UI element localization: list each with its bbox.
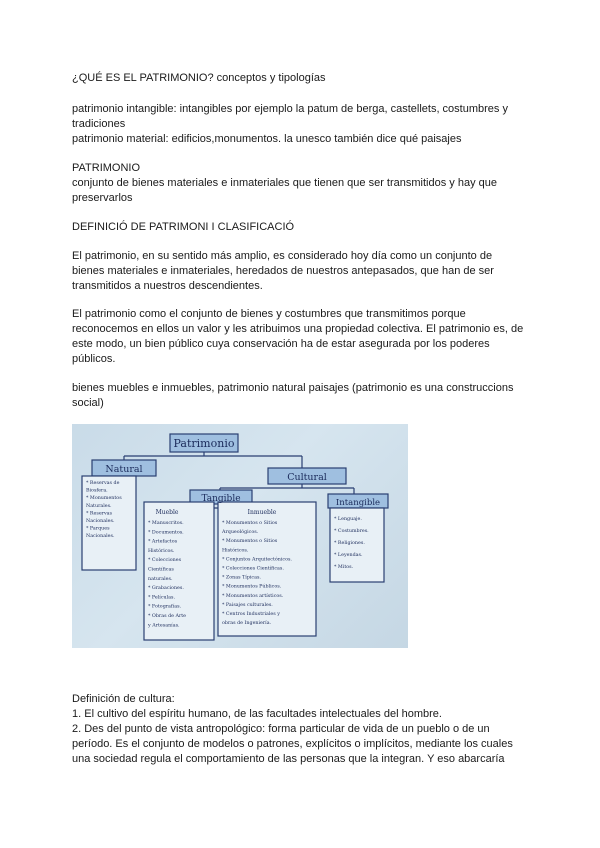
para-2-line-1: El patrimonio como el conjunto de bienes y costumbres que transmitimos porque [72, 308, 466, 320]
label-mueble: Mueble [155, 509, 179, 516]
mueble-item: * Obras de Arte [148, 614, 187, 619]
patrimonio-diagram [72, 424, 408, 648]
text-intangible-line-1: patrimonio intangible: intangibles por ejemplo la patum de berga, castellets, costumbres y [72, 103, 508, 115]
text-intangible-line-2: tradiciones [72, 118, 126, 130]
inmueble-item: * Zonas Típicas. [222, 575, 261, 581]
inmueble-item: * Centros Industriales y [222, 612, 280, 617]
mueble-item: * Artefactos [148, 539, 178, 545]
inmueble-item: * Monumentos Públicos. [222, 584, 282, 590]
natural-item: * Reservas [86, 511, 112, 517]
natural-item: * Reservas de [86, 481, 120, 486]
inmueble-item: * Colecciones Científicas. [222, 566, 284, 572]
cultura-def-2-line-1: 2. Des del punto de vista antropológico: forma particular de vida de un pueblo o de un [72, 723, 490, 735]
natural-item: Naturales. [86, 503, 112, 509]
cultura-def-2-line-2: período. Es el conjunto de modelos o patrones, explícitos o implícitos, mediante los cuales [72, 738, 513, 750]
text-conjunto-line-1: conjunto de bienes materiales e inmateriales que tienen que ser transmitidos y hay que [72, 177, 497, 189]
intangible-item: * Religiones. [334, 541, 365, 546]
intangible-item: * Costumbres. [334, 529, 369, 534]
inmueble-item: * Monumentos o Sitios [222, 521, 278, 526]
label-patrimonio: Patrimonio [173, 437, 235, 450]
para-1-line-3: transmitidos a nuestros descendientes. [72, 280, 263, 292]
mueble-item: * Grabaciones. [148, 586, 184, 592]
para-3-line-1: bienes muebles e inmuebles, patrimonio natural paisajes (patrimonio es una construccions [72, 382, 514, 394]
mueble-item: naturales. [148, 576, 173, 582]
label-inmueble: Inmueble [247, 509, 277, 516]
para-1-line-1: El patrimonio, en su sentido más amplio, es considerado hoy día como un conjunto de [72, 250, 493, 262]
mueble-item: * Documentos. [148, 530, 184, 536]
intangible-item: * Leyendas. [334, 553, 363, 558]
heading-patrimonio: PATRIMONIO [72, 162, 141, 174]
para-2-line-3: este modo, un bien público cuya conservación ha de estar asegurada por los poderes [72, 338, 490, 350]
cultura-def-2-line-3: una sociedad regula el comportamiento de las personas que la integran. Y eso abarcaría [72, 753, 505, 765]
inmueble-item: * Monumentos o Sitios [222, 539, 278, 545]
heading-que-es-patrimonio: ¿QUÉ ES EL PATRIMONIO? conceptos y tipologías [72, 72, 326, 84]
mueble-item: * Películas. [148, 595, 175, 601]
cultura-def-1: 1. El cultivo del espíritu humano, de las facultades intelectuales del hombre. [72, 708, 442, 720]
natural-item: Nacionales. [86, 534, 115, 540]
intangible-item: * Mitos. [334, 565, 354, 570]
label-tangible: Tangible [201, 494, 241, 504]
inmueble-item: * Paisajes culturales. [222, 602, 273, 608]
patrimonio-diagram-photo [72, 424, 408, 648]
para-3-line-2: social) [72, 397, 104, 409]
heading-definicio: DEFINICIÓ DE PATRIMONI I CLASIFICACIÓ [72, 221, 295, 233]
inmueble-item: Arqueológicos. [222, 530, 259, 536]
natural-item: Biosfera. [86, 488, 108, 494]
mueble-item: * Colecciones [148, 558, 182, 564]
mueble-item: * Manuscritos. [148, 521, 184, 526]
mueble-item: Históricos. [148, 548, 175, 554]
para-1-line-2: bienes materiales e inmateriales, heredados de nuestros antepasados, que han de ser [72, 265, 494, 277]
text-material: patrimonio material: edificios,monumentos. la unesco también dice qué paisajes [72, 133, 462, 145]
natural-item: * Monumentos [86, 496, 122, 502]
heading-definicion-cultura: Definición de cultura: [72, 693, 175, 705]
natural-item: * Parques [86, 526, 110, 532]
mueble-item: Científicas [148, 567, 174, 573]
para-2-line-4: públicos. [72, 353, 116, 365]
label-intangible: Intangible [335, 498, 381, 508]
intangible-item: * Lenguaje. [334, 517, 362, 522]
inmueble-item: Históricos. [222, 548, 249, 554]
label-natural: Natural [105, 464, 143, 475]
text-conjunto-line-2: preservarlos [72, 192, 133, 204]
inmueble-item: obras de Ingeniería. [222, 621, 272, 627]
inmueble-item: * Conjuntos Arquitectónicos. [222, 557, 292, 563]
para-2-line-2: reconocemos en ellos un valor y les atribuimos una propiedad colectiva. El patrimonio es, de [72, 323, 524, 335]
label-cultural: Cultural [287, 472, 327, 483]
natural-item: Nacionales. [86, 519, 115, 524]
mueble-item: * Fotografías. [148, 604, 182, 610]
inmueble-item: * Monumentos artísticos. [222, 593, 284, 599]
mueble-item: y Artesanías. [148, 623, 180, 629]
